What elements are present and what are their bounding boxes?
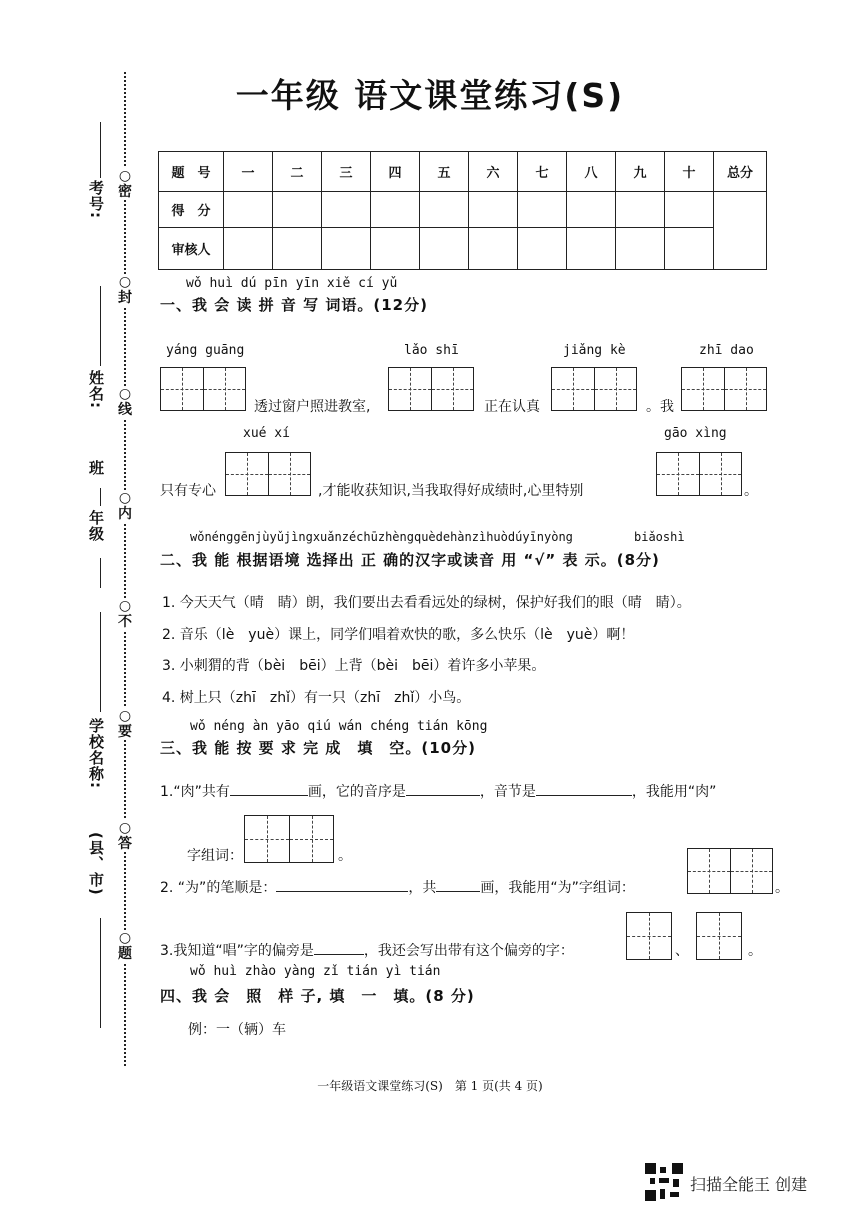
exam-number-label: 考号: — [87, 180, 105, 219]
s1-text-3: 。我 — [646, 399, 674, 415]
score-cell[interactable] — [469, 192, 518, 228]
writing-grid-radical-1[interactable] — [626, 912, 672, 960]
s1-text-1: 透过窗户照进教室, — [254, 399, 371, 415]
writing-grid-radical-2[interactable] — [696, 912, 742, 960]
s1-text-2: 正在认真 — [484, 399, 540, 415]
s3-pinyin: wǒ néng àn yāo qiú wán chéng tián kōng — [190, 719, 488, 734]
county-label: (县、市) — [87, 832, 105, 896]
exam-number-line[interactable] — [100, 122, 101, 178]
reviewer-cell[interactable] — [273, 228, 322, 270]
s2-question-2: 2. 音乐（lè yuè）课上，同学们唱着欢快的歌，多么快乐（lè yuè）啊！ — [162, 627, 635, 643]
s3-q2-a: 2. “为”的笔顺是： — [160, 880, 277, 896]
writing-grid-rou[interactable] — [244, 815, 334, 863]
stroke-count-blank[interactable] — [230, 781, 308, 796]
school-name-line[interactable] — [100, 612, 101, 712]
reviewer-cell[interactable] — [371, 228, 420, 270]
pinyin-zhidao: zhī dao — [699, 343, 754, 358]
syllable-blank[interactable] — [536, 781, 632, 796]
pinyin-laoshi: lǎo shī — [404, 343, 459, 358]
pinyin-gaoxing: gāo xìng — [664, 426, 727, 441]
col-head-2: 二 — [273, 152, 322, 192]
page-footer: 一年级语文课堂练习(S) 第 1 页(共 4 页) — [317, 1079, 543, 1093]
score-cell[interactable] — [322, 192, 371, 228]
s4-pinyin: wǒ huì zhào yàng zǐ tián yì tián — [190, 964, 441, 979]
section3-title: 三、我 能 按 要 求 完 成 填 空。(10分) — [160, 739, 476, 757]
seal-mark-7: ○ 答 — [118, 820, 132, 852]
s3-q1-e: 字组词： — [187, 848, 243, 864]
col-head-4: 四 — [371, 152, 420, 192]
total-score-cell[interactable] — [714, 192, 767, 270]
county-line[interactable] — [100, 918, 101, 1028]
s1-pinyin: wǒ huì dú pīn yīn xiě cí yǔ — [186, 276, 398, 291]
name-line[interactable] — [100, 286, 101, 366]
s2-question-4: 4. 树上只（zhī zhǐ）有一只（zhī zhǐ）小鸟。 — [162, 690, 471, 706]
radical-blank[interactable] — [314, 940, 364, 955]
writing-grid-yangguang[interactable] — [160, 367, 246, 411]
section1-title: 一、我 会 读 拼 音 写 词语。(12分) — [160, 296, 428, 314]
reviewer-cell[interactable] — [322, 228, 371, 270]
binding-dotted-line — [124, 72, 126, 1066]
s3-q3-a: 3.我知道“唱”字的偏旁是 — [160, 943, 314, 959]
seal-mark-4: ○ 内 — [118, 490, 132, 522]
s3-q3 — [160, 940, 574, 960]
seal-mark-6: ○ 要 — [118, 708, 132, 740]
s1-text-4: 只有专心 — [160, 483, 216, 499]
s1-text-5: ,才能收获知识,当我取得好成绩时,心里特别 — [318, 483, 584, 499]
class-line[interactable] — [100, 488, 101, 506]
s4-example: 例：一（辆）车 — [188, 1022, 286, 1038]
score-cell[interactable] — [224, 192, 273, 228]
s3-q1-a: 1.“肉”共有 — [160, 784, 230, 800]
s3-q1-b: 画，它的音序是 — [307, 784, 406, 800]
s3-q2-d: 。 — [775, 880, 789, 896]
s3-q3-b: ，我还会写出带有这个偏旁的字： — [363, 943, 574, 959]
stroke-total-blank[interactable] — [436, 877, 480, 892]
name-label: 姓名: — [87, 370, 105, 409]
grade-line[interactable] — [100, 558, 101, 588]
score-cell[interactable] — [371, 192, 420, 228]
row-head-reviewer: 审核人 — [159, 228, 224, 270]
stroke-order-blank[interactable] — [276, 877, 408, 892]
col-head-total: 总分 — [714, 152, 767, 192]
col-head-8: 八 — [567, 152, 616, 192]
s3-q1 — [160, 781, 716, 801]
writing-grid-wei[interactable] — [687, 848, 773, 894]
pinyin-yangguang: yáng guāng — [166, 343, 245, 358]
scanner-watermark: 扫描全能王 创建 — [690, 1175, 808, 1194]
s2-question-3: 3. 小刺猬的背（bèi bēi）上背（bèi bēi）着许多小苹果。 — [162, 658, 546, 674]
seal-mark-5: ○ 不 — [118, 598, 132, 630]
seal-mark-2: ○ 封 — [118, 274, 132, 306]
writing-grid-gaoxing[interactable] — [656, 452, 742, 496]
s2-pinyin-b: biǎoshì — [634, 530, 685, 544]
s1-text-6: 。 — [744, 483, 758, 499]
s3-q3-d: 。 — [748, 943, 762, 959]
pinyin-xuexi: xué xí — [243, 426, 290, 441]
score-cell[interactable] — [273, 192, 322, 228]
grade-label: 年级 — [87, 510, 105, 542]
class-label: 班 — [87, 460, 105, 476]
s2-question-1: 1. 今天天气（晴 睛）朗，我们要出去看看远处的绿树，保护好我们的眼（晴 睛）。 — [162, 595, 691, 611]
writing-grid-laoshi[interactable] — [388, 367, 474, 411]
reviewer-cell[interactable] — [224, 228, 273, 270]
s3-q1-f: 。 — [338, 848, 352, 864]
col-head-1: 一 — [224, 152, 273, 192]
seal-mark-1: ○ 密 — [118, 168, 132, 200]
qr-code-icon — [645, 1163, 683, 1201]
section2-title: 二、我 能 根据语境 选择出 正 确的汉字或读音 用 “√” 表 示。(8分) — [160, 551, 660, 569]
col-head-5: 五 — [420, 152, 469, 192]
writing-grid-zhidao[interactable] — [681, 367, 767, 411]
score-cell[interactable] — [420, 192, 469, 228]
score-cell[interactable] — [616, 192, 665, 228]
section4-title: 四、我 会 照 样 子, 填 一 填。(8 分) — [160, 987, 475, 1005]
score-cell[interactable] — [567, 192, 616, 228]
col-head-9: 九 — [616, 152, 665, 192]
col-head-10: 十 — [665, 152, 714, 192]
score-cell[interactable] — [518, 192, 567, 228]
score-table — [158, 151, 767, 270]
sound-order-blank[interactable] — [406, 781, 480, 796]
writing-grid-jiangke[interactable] — [551, 367, 637, 411]
col-head-7: 七 — [518, 152, 567, 192]
s3-q3-c: 、 — [675, 943, 689, 959]
s3-q1-d: ，我能用“肉” — [631, 784, 717, 800]
col-head-6: 六 — [469, 152, 518, 192]
pinyin-jiangke: jiǎng kè — [563, 343, 626, 358]
reviewer-cell[interactable] — [469, 228, 518, 270]
writing-grid-xuexi[interactable] — [225, 452, 311, 496]
reviewer-cell[interactable] — [567, 228, 616, 270]
s2-pinyin-a: wǒnénggēnjùyǔjìngxuǎnzéchūzhèngquèdehànzìhuòdúyīnyòng — [190, 530, 573, 544]
col-head-3: 三 — [322, 152, 371, 192]
school-name-label: 学校名称: — [87, 718, 105, 789]
score-cell[interactable] — [665, 192, 714, 228]
page-title: 一年级 语文课堂练习(S) — [235, 76, 625, 115]
s3-q2-c: 画，我能用“为”字组词： — [480, 880, 635, 896]
s3-q2 — [160, 877, 635, 897]
row-head-number: 题 号 — [159, 152, 224, 192]
s3-q2-b: ，共 — [408, 880, 437, 896]
row-head-score: 得 分 — [159, 192, 224, 228]
reviewer-cell[interactable] — [420, 228, 469, 270]
reviewer-cell[interactable] — [518, 228, 567, 270]
seal-mark-3: ○ 线 — [118, 386, 132, 418]
reviewer-cell[interactable] — [616, 228, 665, 270]
seal-mark-8: ○ 题 — [118, 930, 132, 962]
s3-q1-c: ，音节是 — [479, 784, 536, 800]
reviewer-cell[interactable] — [665, 228, 714, 270]
